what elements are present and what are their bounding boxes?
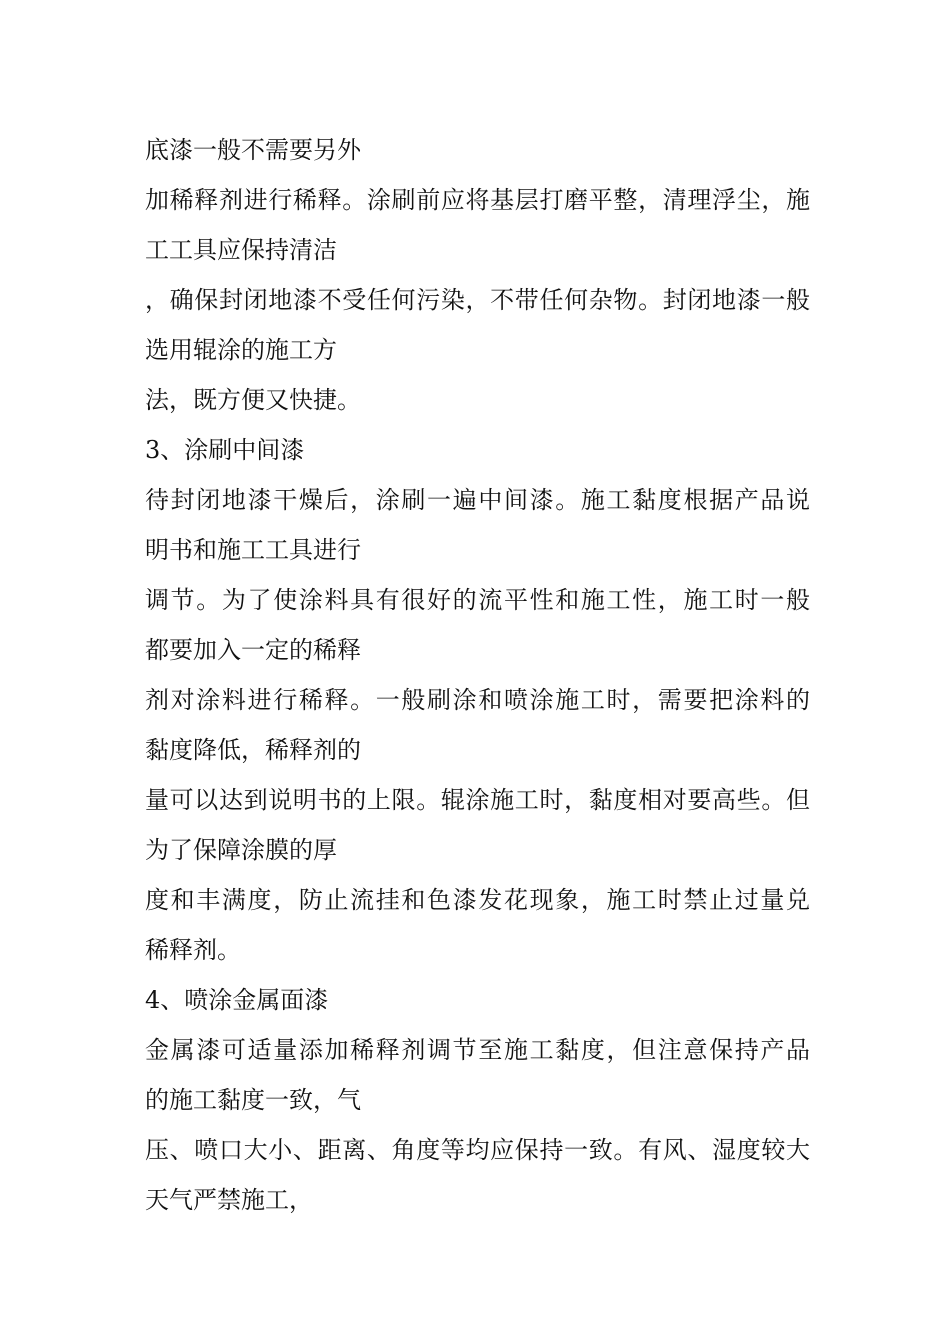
text-line: 加稀释剂进行稀释。涂刷前应将基层打磨平整，清理浮尘，施 [145, 186, 810, 214]
text-line: 稀释剂。 [145, 936, 241, 964]
text-line: 为了保障涂膜的厚 [145, 836, 337, 864]
text-line: 量可以达到说明书的上限。辊涂施工时，黏度相对要高些。但 [145, 786, 810, 814]
text-line: 待封闭地漆干燥后，涂刷一遍中间漆。施工黏度根据产品说 [145, 486, 810, 514]
text-line: 工工具应保持清洁 [145, 236, 337, 264]
text-line: 金属漆可适量添加稀释剂调节至施工黏度，但注意保持产品 [145, 1036, 810, 1064]
text-line: 底漆一般不需要另外 [145, 136, 361, 164]
section-heading: 4、喷涂金属面漆 [145, 986, 329, 1014]
text-line: 选用辊涂的施工方 [145, 336, 337, 364]
text-line: 黏度降低，稀释剂的 [145, 736, 361, 764]
text-line: 的施工黏度一致，气 [145, 1086, 361, 1114]
section-heading: 3、涂刷中间漆 [145, 436, 305, 464]
text-line: 度和丰满度，防止流挂和色漆发花现象，施工时禁止过量兑 [145, 886, 810, 914]
text-line: 都要加入一定的稀释 [145, 636, 361, 664]
text-line: 调节。为了使涂料具有很好的流平性和施工性，施工时一般 [145, 586, 810, 614]
text-line: 压、喷口大小、距离、角度等均应保持一致。有风、湿度较大 [145, 1136, 810, 1164]
text-line: 天气严禁施工， [145, 1186, 313, 1214]
text-line: 明书和施工工具进行 [145, 536, 361, 564]
text-line: 法，既方便又快捷。 [145, 386, 361, 414]
body-text [145, 125, 810, 1225]
text-line: 剂对涂料进行稀释。一般刷涂和喷涂施工时，需要把涂料的 [145, 686, 810, 714]
text-line: ，确保封闭地漆不受任何污染，不带任何杂物。封闭地漆一般 [145, 286, 810, 314]
